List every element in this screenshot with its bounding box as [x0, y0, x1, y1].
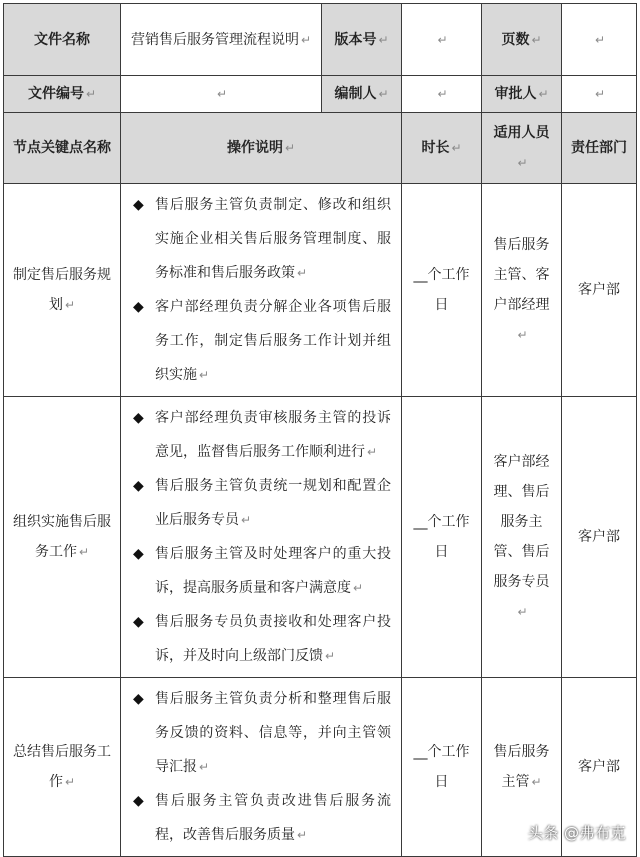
paragraph-mark-icon: ↵	[538, 87, 549, 101]
item-text: 售后服务主管负责制定、修改和组织实施企业相关售后服务管理制度、服务标准和售后服务政策	[155, 197, 391, 281]
list-item	[129, 537, 391, 605]
paragraph-mark-icon: ↵	[531, 775, 542, 789]
personnel-cell	[482, 184, 562, 397]
department-value: 客户部	[578, 529, 620, 545]
paragraph-mark-icon: ↵	[300, 32, 312, 47]
col-operation-label: 操作说明	[226, 140, 283, 156]
node-label: 组织实施售后服务工作	[13, 514, 111, 560]
col-department-label: 责任部门	[571, 140, 627, 156]
list-item	[129, 682, 391, 784]
paragraph-mark-icon: ↵	[353, 581, 364, 595]
department-cell	[562, 184, 637, 397]
reviewer-label-cell	[482, 76, 562, 113]
duration-cell	[402, 397, 482, 678]
black-diamond-icon: ◆	[133, 197, 144, 213]
paragraph-mark-icon: ↵	[594, 32, 606, 47]
file-no-value-cell	[121, 76, 322, 113]
version-label-cell	[322, 4, 402, 76]
paragraph-mark-icon: ↵	[437, 32, 448, 47]
col-department-header	[562, 113, 637, 184]
duration-value: __个工作日	[413, 514, 470, 560]
paragraph-mark-icon: ↵	[64, 775, 76, 789]
paragraph-mark-icon: ↵	[594, 87, 606, 101]
file-name-value-cell	[121, 4, 322, 76]
node-cell	[4, 397, 121, 678]
black-diamond-icon: ◆	[133, 546, 144, 562]
reviewer-value-cell	[562, 76, 637, 113]
duration-cell	[402, 184, 482, 397]
list-item	[129, 469, 391, 537]
department-value: 客户部	[578, 282, 620, 298]
col-operation-header	[121, 113, 402, 184]
paragraph-mark-icon: ↵	[517, 156, 528, 170]
operation-list	[127, 397, 395, 677]
paragraph-mark-icon: ↵	[451, 141, 462, 155]
department-value: 客户部	[578, 759, 620, 775]
paragraph-mark-icon: ↵	[199, 760, 210, 774]
file-name-label-cell	[4, 4, 121, 76]
table-row	[4, 184, 637, 397]
version-value-cell	[402, 4, 482, 76]
col-node-label: 节点关键点名称	[13, 140, 111, 156]
list-item	[129, 784, 391, 852]
black-diamond-icon: ◆	[133, 478, 144, 494]
paragraph-mark-icon: ↵	[378, 87, 389, 101]
pages-label-cell	[482, 4, 562, 76]
process-table	[3, 3, 637, 857]
paragraph-mark-icon: ↵	[64, 298, 76, 312]
black-diamond-icon: ◆	[133, 410, 144, 426]
paragraph-mark-icon: ↵	[437, 87, 448, 101]
author-value-cell	[402, 76, 482, 113]
author-label: 编制人	[334, 86, 377, 102]
item-text: 客户部经理负责审核服务主管的投诉意见，监督售后服务工作顺利进行	[155, 410, 391, 460]
item-text: 售后服务主管及时处理客户的重大投诉，提高服务质量和客户满意度	[155, 546, 391, 596]
list-item	[129, 290, 391, 392]
department-cell	[562, 397, 637, 678]
personnel-value: 客户部经理、售后服务主管、售后服务专员	[493, 454, 550, 590]
item-text: 售后服务主管负责统一规划和配置企业后服务专员	[155, 478, 391, 528]
duration-value: __个工作日	[413, 744, 470, 790]
paragraph-mark-icon: ↵	[367, 445, 378, 459]
operation-cell	[121, 678, 402, 857]
personnel-value: 售后服务主管	[493, 744, 550, 790]
list-item	[129, 605, 391, 673]
operation-list	[127, 184, 395, 396]
file-name-value: 营销售后服务管理流程说明	[130, 31, 299, 48]
node-cell	[4, 184, 121, 397]
file-name-label: 文件名称	[34, 31, 90, 48]
version-label: 版本号	[334, 31, 377, 48]
duration-value: __个工作日	[413, 267, 470, 313]
column-header-row	[4, 113, 637, 184]
col-duration-label: 时长	[421, 140, 450, 156]
file-no-label: 文件编号	[27, 86, 84, 102]
reviewer-label: 审批人	[494, 86, 537, 102]
header-row-1	[4, 4, 637, 76]
watermark: 头条 @弗布克	[527, 824, 626, 842]
duration-cell	[402, 678, 482, 857]
paragraph-mark-icon: ↵	[241, 513, 252, 527]
header-row-2	[4, 76, 637, 113]
list-item	[129, 188, 391, 290]
black-diamond-icon: ◆	[133, 793, 144, 809]
col-node-header	[4, 113, 121, 184]
table-row	[4, 397, 637, 678]
paragraph-mark-icon: ↵	[517, 328, 528, 342]
paragraph-mark-icon: ↵	[531, 32, 542, 47]
item-text: 售后服务专员负责接收和处理客户投诉，并及时向上级部门反馈	[155, 614, 391, 664]
paragraph-mark-icon: ↵	[297, 266, 308, 280]
col-duration-header	[402, 113, 482, 184]
paragraph-mark-icon: ↵	[378, 32, 389, 47]
paragraph-mark-icon: ↵	[325, 649, 336, 663]
item-text: 售后服务主管负责分析和整理售后服务反馈的资料、信息等，并向主管领导汇报	[155, 691, 391, 775]
list-item	[129, 401, 391, 469]
author-label-cell	[322, 76, 402, 113]
paragraph-mark-icon: ↵	[297, 828, 308, 842]
node-cell	[4, 678, 121, 857]
personnel-value: 售后服务主管、客户部经理	[493, 237, 550, 313]
paragraph-mark-icon: ↵	[78, 545, 90, 559]
node-label: 总结售后服务工作	[13, 744, 111, 790]
col-personnel-header	[482, 113, 562, 184]
pages-value-cell	[562, 4, 637, 76]
paragraph-mark-icon: ↵	[85, 87, 97, 101]
pages-label: 页数	[501, 31, 530, 48]
file-no-label-cell	[4, 76, 121, 113]
paragraph-mark-icon: ↵	[517, 605, 528, 619]
operation-list	[127, 678, 395, 856]
black-diamond-icon: ◆	[133, 299, 144, 315]
item-text: 客户部经理负责分解企业各项售后服务工作，制定售后服务工作计划并组织实施	[155, 299, 391, 383]
col-personnel-label: 适用人员	[493, 125, 550, 141]
operation-cell	[121, 184, 402, 397]
item-text: 售后服务主管负责改进售后服务流程，改善售后服务质量	[155, 793, 391, 843]
paragraph-mark-icon: ↵	[199, 368, 210, 382]
paragraph-mark-icon: ↵	[216, 87, 228, 101]
paragraph-mark-icon: ↵	[284, 141, 296, 155]
black-diamond-icon: ◆	[133, 691, 144, 707]
node-label: 制定售后服务规划	[13, 267, 111, 313]
personnel-cell	[482, 397, 562, 678]
black-diamond-icon: ◆	[133, 614, 144, 630]
operation-cell	[121, 397, 402, 678]
